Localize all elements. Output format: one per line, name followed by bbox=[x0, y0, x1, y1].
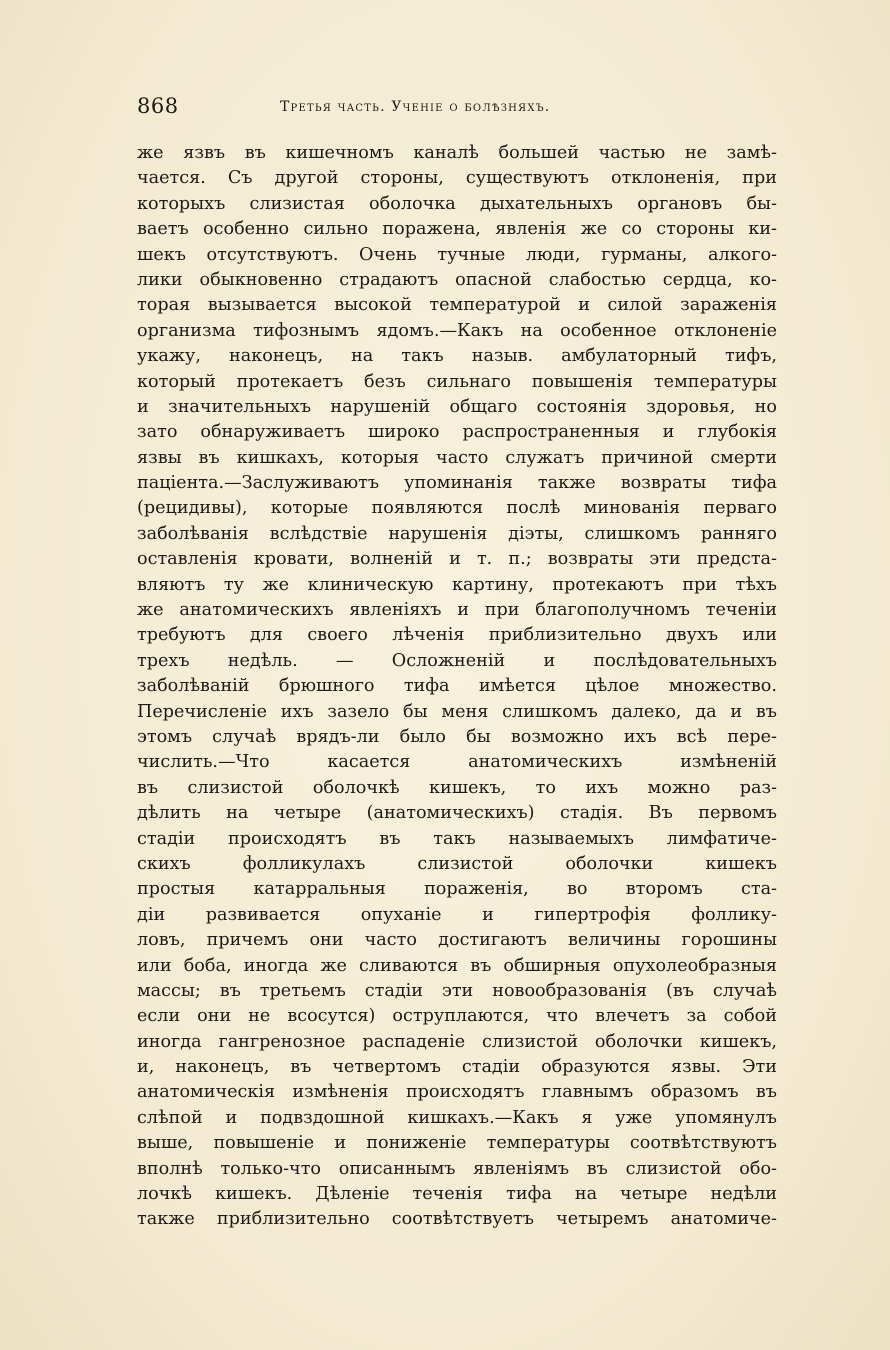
text-line: выше, повышеніе и пониженіе температуры соотвѣтствуютъ bbox=[137, 1133, 777, 1154]
text-line: трехъ недѣль. — Осложненій и послѣдовательныхъ bbox=[137, 650, 777, 671]
text-line: заболѣванія вслѣдствіе нарушенія діэты, слишкомъ ранняго bbox=[137, 523, 777, 544]
text-line: которыхъ слизистая оболочка дыхательныхъ органовъ бы- bbox=[137, 193, 777, 214]
text-line: простыя катарральныя пораженія, во второмъ ста- bbox=[137, 879, 777, 900]
body-text bbox=[137, 141, 777, 1233]
text-line: требуютъ для своего лѣченія приблизительно двухъ или bbox=[137, 625, 777, 646]
text-line: стадіи происходятъ въ такъ называемыхъ лимфатиче- bbox=[137, 828, 777, 849]
text-line: шекъ отсутствуютъ. Очень тучные люди, гурманы, алкого- bbox=[137, 244, 777, 265]
text-line: чается. Съ другой стороны, существуютъ отклоненія, при bbox=[137, 168, 777, 189]
text-line: иногда гангренозное распаденіе слизистой оболочки кишекъ, bbox=[137, 1031, 777, 1052]
text-line: же язвъ въ кишечномъ каналѣ большей частью не замѣ- bbox=[137, 143, 777, 163]
text-line: вляютъ ту же клиническую картину, протекаютъ при тѣхъ bbox=[137, 574, 777, 595]
text-line: паціента.—Заслуживаютъ упоминанія также возвраты тифа bbox=[137, 473, 777, 494]
text-line: и значительныхъ нарушеній общаго состоянія здоровья, но bbox=[137, 396, 777, 417]
text-line: торая вызывается высокой температурой и силой зараженія bbox=[137, 295, 777, 316]
text-line: ваетъ особенно сильно поражена, явленія же со стороны ки- bbox=[137, 219, 777, 240]
page-number: 868 bbox=[137, 94, 179, 118]
text-line: Перечисленіе ихъ зазело бы меня слишкомъ далеко, да и въ bbox=[137, 701, 777, 722]
text-line: если они не всосутся) оструплаются, что влечетъ за собой bbox=[137, 1006, 777, 1027]
text-line: ловъ, причемъ они часто достигаютъ величины горошины bbox=[137, 930, 777, 951]
text-line: и, наконецъ, въ четвертомъ стадіи образуются язвы. Эти bbox=[137, 1057, 777, 1078]
text-line: массы; въ третьемъ стадіи эти новообразованія (въ случаѣ bbox=[137, 980, 777, 1001]
text-line: заболѣваній брюшного тифа имѣется цѣлое множество. bbox=[137, 676, 777, 697]
text-line: или боба, иногда же сливаются въ обширныя опухолеобразныя bbox=[137, 955, 777, 976]
text-line: же анатомическихъ явленіяхъ и при благополучномъ теченіи bbox=[137, 600, 777, 621]
text-line: лочкѣ кишекъ. Дѣленіе теченія тифа на четыре недѣли bbox=[137, 1184, 777, 1205]
text-line: который протекаетъ безъ сильнаго повышенія температуры bbox=[137, 371, 777, 392]
text-line: зато обнаруживаетъ широко распространенныя и глубокія bbox=[137, 422, 777, 443]
running-head: Третья часть. Ученіе о болѣзняхъ. bbox=[280, 99, 551, 115]
text-line: діи развивается опуханіе и гипертрофія фоллику- bbox=[137, 904, 777, 925]
text-line: организма тифознымъ ядомъ.—Какъ на особенное отклоненіе bbox=[137, 320, 777, 341]
text-line: укажу, наконецъ, на такъ назыв. амбулаторный тифъ, bbox=[137, 346, 777, 367]
text-line: этомъ случаѣ врядъ-ли было бы возможно ихъ всѣ пере- bbox=[137, 726, 777, 747]
text-line: язвы въ кишкахъ, которыя часто служатъ причиной смерти bbox=[137, 447, 777, 468]
text-line: (рецидивы), которые появляются послѣ минованія перваго bbox=[137, 498, 777, 519]
text-line: числить.—Что касается анатомическихъ измѣненій bbox=[137, 752, 777, 773]
text-line: въ слизистой оболочкѣ кишекъ, то ихъ можно раз- bbox=[137, 777, 777, 798]
page-header bbox=[137, 94, 777, 124]
text-line: слѣпой и подвздошной кишкахъ.—Какъ я уже упомянулъ bbox=[137, 1107, 777, 1128]
text-line: оставленія кровати, волненій и т. п.; возвраты эти предста- bbox=[137, 549, 777, 570]
text-line: скихъ фолликулахъ слизистой оболочки кишекъ bbox=[137, 853, 777, 874]
text-line: лики обыкновенно страдаютъ опасной слабостью сердца, ко- bbox=[137, 269, 777, 290]
text-line: дѣлить на четыре (анатомическихъ) стадія. Въ первомъ bbox=[137, 803, 777, 824]
text-line: анатомическія измѣненія происходятъ главнымъ образомъ въ bbox=[137, 1082, 777, 1103]
text-line: также приблизительно соотвѣтствуетъ четыремъ анатомиче- bbox=[137, 1209, 777, 1230]
text-line: вполнѣ только-что описаннымъ явленіямъ въ слизистой обо- bbox=[137, 1158, 777, 1179]
